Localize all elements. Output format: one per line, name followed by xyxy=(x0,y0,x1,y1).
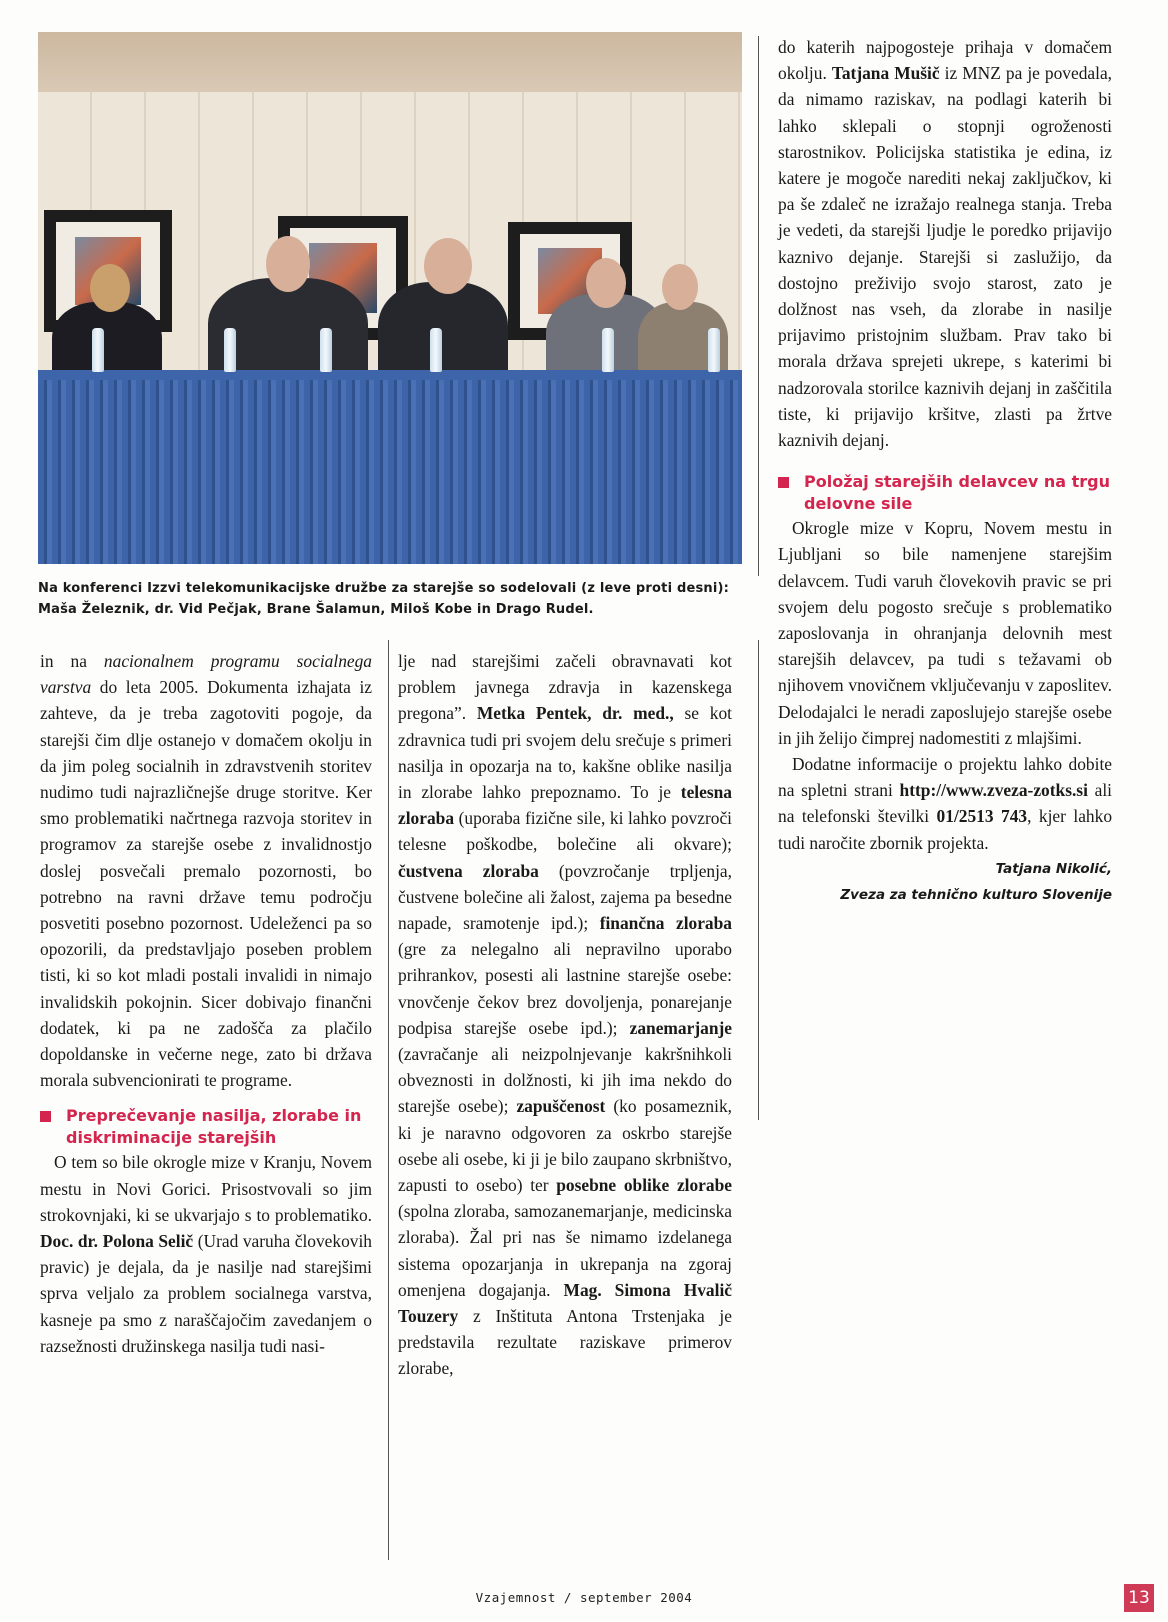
text: in na xyxy=(40,651,104,671)
bold-name: Doc. dr. Polona Selič xyxy=(40,1231,194,1252)
bold-term: finančna zloraba xyxy=(599,913,732,934)
column-2 xyxy=(398,648,732,1382)
column-divider xyxy=(758,640,759,1120)
bottle-icon xyxy=(224,328,236,372)
column-divider xyxy=(388,640,389,1560)
text: ali na telefonski številki xyxy=(778,780,1113,827)
text: do leta 2005. Dokumenta izhajata iz zahteve, da je treba zagotoviti pogoje, da starejši čim dlje ostanejo v domačem okolju in da jim poleg socialnih in zdravstvenih storitev nudimo tudi najrazličnejše druge storitve. Ker smo problematiki načrtnega razvoja storitev in programov za starejše osebe z invalidnostjo doslej posvečali premalo pozornosti, bo potrebno na ravni države temu področju posvetiti posebno pozornost. Udeleženci pa so opozorili, da predstavljajo poseben problem tisti, ki so kot mladi postali invalidi in nimajo invalidskih pokojnin. Sicer dobivajo finančni dodatek, ki pa ne zadošča za plačilo dopoldanske in večerne nege, zato bi država morala subvencionirati te programe. xyxy=(40,677,372,1091)
text: lje nad starejšimi začeli obravnavati kot problem javnega zdravja in kazenskega pregona”. xyxy=(398,651,732,724)
bold-term: telesna zloraba xyxy=(398,782,732,829)
bold-term: zanemarjanje xyxy=(629,1017,732,1038)
column-divider xyxy=(758,36,759,576)
column-3 xyxy=(778,34,1112,908)
person-head xyxy=(266,236,310,292)
person-head xyxy=(424,238,472,294)
website-link[interactable]: http://www.zveza-zotks.si xyxy=(899,780,1088,801)
heading-text: Preprečevanje nasilja, zlorabe in diskriminacije starejših xyxy=(66,1106,362,1148)
square-bullet-icon xyxy=(40,1111,51,1122)
text: , kjer lahko tudi naročite zbornik projekta. xyxy=(778,806,1113,853)
table-cloth xyxy=(38,380,742,564)
bold-name: Tatjana Mušič xyxy=(831,63,940,84)
bold-name: Mag. Simona Hvalič Touzery xyxy=(398,1279,733,1327)
text: (uporaba fizične sile, ki lahko povzroči telesne poškodbe, bolečine ali okvare); xyxy=(398,808,732,855)
author-organization: Zveza za tehnično kulturo Slovenije xyxy=(840,886,1112,903)
bottle-icon xyxy=(320,328,332,372)
bold-term: posebne oblike zlorabe xyxy=(556,1175,732,1196)
page-number: 13 xyxy=(1124,1584,1154,1612)
text: (gre za nelegalno ali nepravilno uporabo prihrankov, posesti ali lastnine starejše osebe: vnovčenje čekov brez dovoljenja, ponarejanje podpisa starejše osebe ipd.); xyxy=(398,939,732,1038)
text: O tem so bile okrogle mize v Kranju, Novem mestu in Novi Gorici. Prisostvovali so jim strokovnjaki, ki se ukvarjajo s to problematiko. xyxy=(40,1152,372,1225)
text: iz MNZ pa je povedala, da nimamo raziskav, na podlagi katerih bi lahko sklepali o stopnji ogroženosti starostnikov. Policijska statistika je edina, iz katere je mogoče narediti nekaj zaključkov, ki pa še zdaleč ne izražajo realnega stanja. Treba je vedeti, da starejši ljudje le poredko prijavijo kaznivo dejanje. Starejši si zaslužijo, da dostojno preživijo svojo starost, zato je dolžnost nas vseh, da zlorabe in nasilje prijavimo pristojnim službam. Prav tako bi morala država sprejeti ukrepe, s katerimi bi nadzorovala storilce kaznivih dejanj in zaščitila tiste, ki prijavijo kršitve, zlasti pa žrtve kaznivih dejanj. xyxy=(778,63,1113,451)
photo-caption: Na konferenci Izzvi telekomunikacijske družbe za starejše so sodelovali (z leve proti desni): Maša Železnik, dr. Vid Pečjak, Brane Šalamun, Miloš Kobe in Drago Rudel. xyxy=(38,581,730,617)
text: z Inštituta Antona Trstenjaka je predstavila rezultate raziskave primerov zlorabe, xyxy=(398,1306,732,1379)
paragraph: Okrogle mize v Kopru, Novem mestu in Ljubljani so bile namenjene starejšim delavcem. Tudi varuh človekovih pravic se pri svojem delu pogosto srečuje s problematiko zaposlovanja in ohranjanja delovnih mest starejših delavcev, pa tudi s težavami ob njihovem vnovičnem vključevanju v zaposlitev. Delodajalci le neradi zaposlujejo starejše osebe in jih želijo čimprej nadomestiti z mlajšimi. xyxy=(778,518,1112,748)
column-1 xyxy=(40,648,372,1359)
conference-photo xyxy=(38,32,742,564)
bold-term: zapuščenost xyxy=(516,1096,606,1117)
section-heading xyxy=(778,471,1112,515)
text: do katerih najpogosteje prihaja v domačem okolju. xyxy=(778,37,1112,84)
phone-number: 01/2513 743 xyxy=(936,806,1028,827)
text: (spolna zloraba, samozanemarjanje, medicinska zloraba). Žal pri nas še nimamo izdelanega sistema opozarjanja in ukrepanja na zgoraj omenjena dogajanja. xyxy=(398,1201,732,1300)
bold-term: čustvena zloraba xyxy=(398,860,539,881)
footer-publication: Vzajemnost / september 2004 xyxy=(475,1590,693,1605)
section-heading xyxy=(40,1105,372,1149)
person-head xyxy=(90,264,130,312)
text: se kot zdravnica tudi pri svojem delu srečuje s primeri nasilja in opozarja na to, kakšne oblike nasilja in zlorabe lahko prepoznamo. To je xyxy=(398,703,732,803)
heading-text: Položaj starejših delavcev na trgu delovne sile xyxy=(804,472,1111,514)
photo-ceiling xyxy=(38,32,742,92)
person-head xyxy=(662,264,698,310)
bottle-icon xyxy=(708,328,720,372)
bold-name: Metka Pentek, dr. med., xyxy=(476,703,674,724)
text: (Urad varuha človekovih pravic) je dejala, da je nasilje nad starejšimi sprva veljalo za problem socialnega varstva, kasneje pa smo z naraščajočim zavedanjem o razsežnosti družinskega nasilja tudi nasi- xyxy=(40,1231,372,1356)
bottle-icon xyxy=(430,328,442,372)
text: (ko posameznik, ki je naravno odgovoren za oskrbo starejše osebe ali osebe, ki ji je bilo zaupano skrbništvo, zapusti to osebo) ter xyxy=(398,1096,732,1196)
square-bullet-icon xyxy=(778,477,789,488)
bottle-icon xyxy=(602,328,614,372)
author-name: Tatjana Nikolić, xyxy=(995,860,1112,877)
text: (povzročanje trpljenja, čustvene bolečine ali žalost, zajema pa besedne napade, sramotenje ipd.); xyxy=(398,860,732,934)
text: Dodatne informacije o projektu lahko dobite na spletni strani xyxy=(778,754,1112,801)
bottle-icon xyxy=(92,328,104,372)
italic-text: nacionalnem programu socialnega varstva xyxy=(40,651,372,698)
text: (zavračanje ali neizpolnjevanje kakršnihkoli obveznosti in dolžnosti, ki jih ima nekdo do starejše osebe); xyxy=(398,1044,732,1117)
person-head xyxy=(586,258,626,308)
